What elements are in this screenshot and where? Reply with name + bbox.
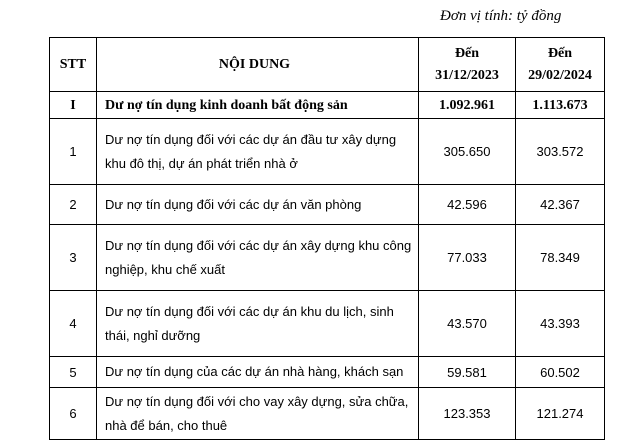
row-value-a: 123.353 — [419, 388, 516, 440]
row-stt: 1 — [50, 119, 97, 185]
row-stt: 3 — [50, 225, 97, 291]
row-value-b: 60.502 — [516, 357, 605, 388]
row-value-b: 78.349 — [516, 225, 605, 291]
row-content: Dư nợ tín dụng đối với các dự án khu du lịch, sinh thái, nghỉ dưỡng — [97, 291, 419, 357]
row-value-a: 1.092.961 — [419, 92, 516, 119]
row-stt: I — [50, 92, 97, 119]
table-row — [50, 291, 605, 357]
table-row — [50, 185, 605, 225]
row-value-a: 59.581 — [419, 357, 516, 388]
row-stt: 2 — [50, 185, 97, 225]
header-col-b — [516, 38, 605, 92]
row-stt: 6 — [50, 388, 97, 440]
table-header-row — [50, 38, 605, 92]
header-col-b-line2: 29/02/2024 — [528, 67, 592, 83]
header-col-b-line1: Đến — [547, 45, 573, 61]
table-row — [50, 225, 605, 291]
row-value-b: 303.572 — [516, 119, 605, 185]
row-content: Dư nợ tín dụng đối với các dự án văn phòng — [97, 185, 419, 225]
row-content: Dư nợ tín dụng đối với cho vay xây dựng, sửa chữa, nhà để bán, cho thuê — [97, 388, 419, 440]
row-value-b: 121.274 — [516, 388, 605, 440]
header-col-a-line1: Đến — [454, 45, 480, 61]
row-content: Dư nợ tín dụng của các dự án nhà hàng, khách sạn — [97, 357, 419, 388]
row-content: Dư nợ tín dụng kinh doanh bất động sản — [97, 92, 419, 119]
table-row — [50, 119, 605, 185]
table-row — [50, 388, 605, 440]
row-value-a: 43.570 — [419, 291, 516, 357]
header-col-a-line2: 31/12/2023 — [435, 67, 499, 83]
header-col-a — [419, 38, 516, 92]
header-stt: STT — [50, 38, 97, 92]
row-value-b: 42.367 — [516, 185, 605, 225]
unit-note: Đơn vị tính: tỷ đồng — [440, 8, 562, 24]
row-value-b: 1.113.673 — [516, 92, 605, 119]
header-content: NỘI DUNG — [97, 38, 419, 92]
row-value-a: 305.650 — [419, 119, 516, 185]
credit-table — [49, 37, 605, 440]
row-value-a: 77.033 — [419, 225, 516, 291]
row-value-a: 42.596 — [419, 185, 516, 225]
table-row — [50, 357, 605, 388]
row-value-b: 43.393 — [516, 291, 605, 357]
row-stt: 5 — [50, 357, 97, 388]
table-row — [50, 92, 605, 119]
row-stt: 4 — [50, 291, 97, 357]
row-content: Dư nợ tín dụng đối với các dự án xây dựng khu công nghiệp, khu chế xuất — [97, 225, 419, 291]
row-content: Dư nợ tín dụng đối với các dự án đầu tư xây dựng khu đô thị, dự án phát triển nhà ở — [97, 119, 419, 185]
